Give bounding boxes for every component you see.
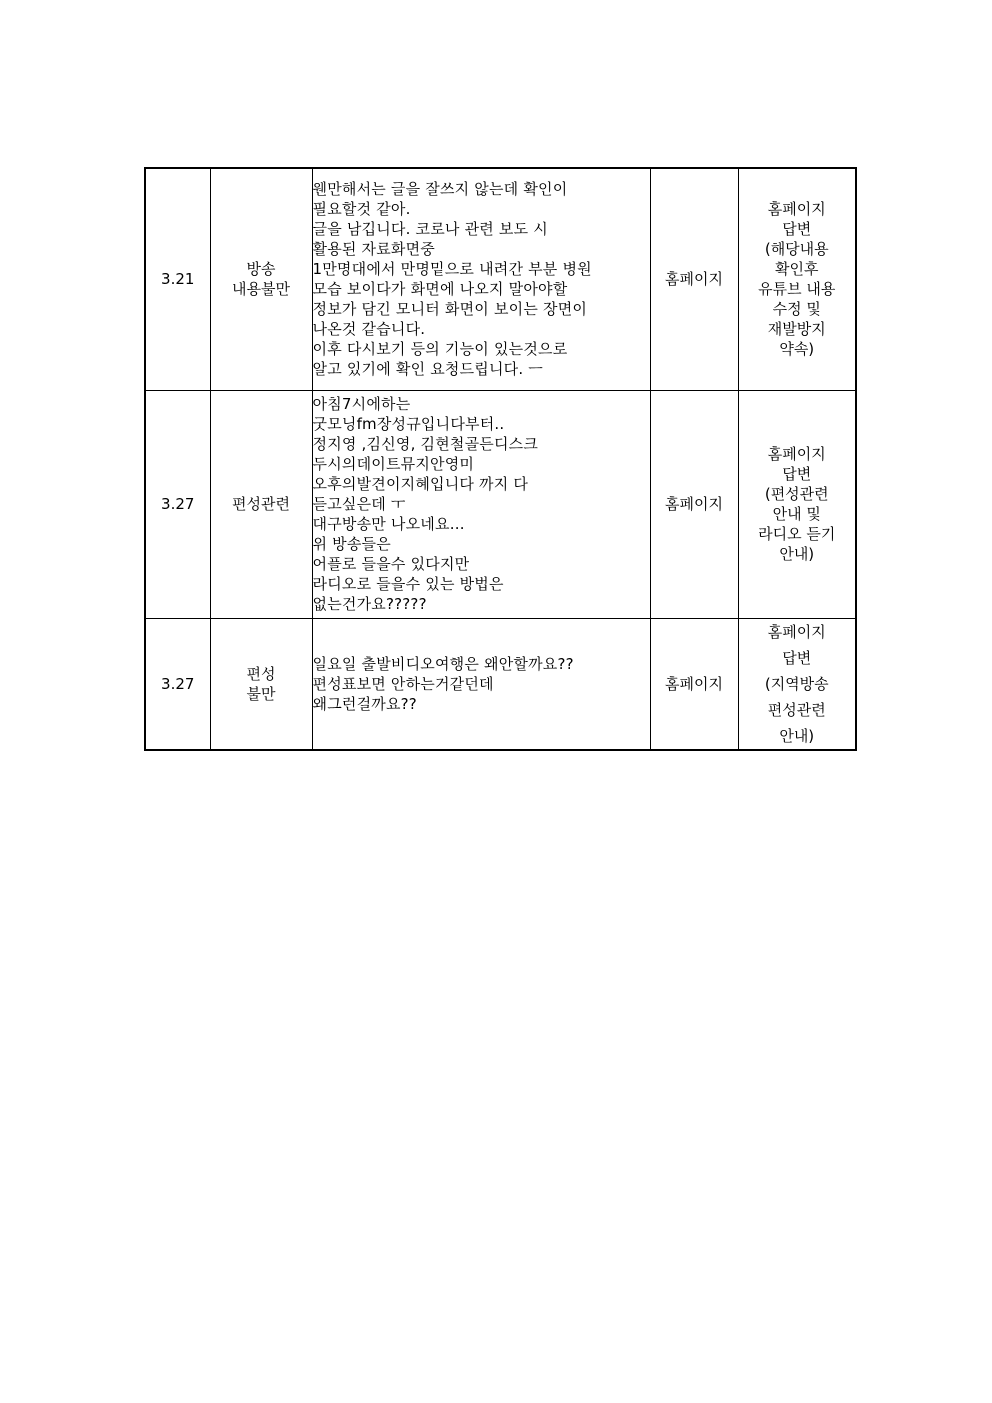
date-cell: 3.27 <box>145 390 210 618</box>
content-line: 웬만해서는 글을 잘쓰지 않는데 확인이 <box>312 180 568 199</box>
content-line: 위 방송들은 <box>312 535 391 553</box>
content-line: 굿모닝fm장성규입니다부터.. <box>312 415 505 433</box>
category-line: 편성관련 <box>232 495 290 513</box>
answer-line: 홈페이지 <box>767 445 826 463</box>
channel-cell: 홈페이지 <box>650 168 738 390</box>
answer-line: 홈페이지 <box>767 622 826 641</box>
content-line: 라디오로 들을수 있는 방법은 <box>312 575 504 593</box>
content-line: 두시의데이트뮤지안영미 <box>312 455 475 473</box>
content-line: 1만명대에서 만명밑으로 내려간 부분 병원 <box>312 260 592 279</box>
content-line: 모습 보이다가 화면에 나오지 말아야할 <box>312 280 568 299</box>
answer-line: (해당내용 <box>764 240 829 259</box>
content-line: 없는건가요????? <box>312 595 427 613</box>
answer-line: 확인후 <box>775 260 819 279</box>
answer-line: (지역방송 <box>764 674 829 693</box>
category-line: 불만 <box>246 684 276 703</box>
date-cell: 3.21 <box>145 168 210 390</box>
content-line: 일요일 출발비디오여행은 왜안할까요?? <box>312 654 574 673</box>
content-line: 왜그런걸까요?? <box>312 694 417 713</box>
content-cell <box>312 618 650 750</box>
table-row <box>145 168 856 390</box>
answer-line: 약속) <box>779 340 815 359</box>
category-cell <box>210 618 312 750</box>
content-line: 오후의발견이지혜입니다 까지 다 <box>312 475 529 493</box>
answer-cell <box>738 390 856 618</box>
content-line: 활용된 자료화면중 <box>312 240 435 259</box>
answer-line: 홈페이지 <box>767 200 826 219</box>
content-line: 정보가 담긴 모니터 화면이 보이는 장면이 <box>312 300 588 319</box>
answer-line: 안내) <box>779 726 815 745</box>
content-cell <box>312 168 650 390</box>
answer-line: 편성관련 <box>767 700 826 719</box>
category-line: 내용불만 <box>232 280 290 299</box>
answer-line: 답변 <box>782 220 812 239</box>
category-line: 방송 <box>246 260 276 279</box>
answer-line: 답변 <box>782 465 812 483</box>
content-line: 글을 남깁니다. 코로나 관련 보도 시 <box>312 220 548 239</box>
answer-line: 수정 및 <box>772 300 821 319</box>
answer-line: (편성관련 <box>764 485 829 503</box>
complaint-table <box>144 167 857 751</box>
answer-line: 안내 및 <box>772 505 821 523</box>
category-line: 편성 <box>246 664 276 683</box>
answer-line: 안내) <box>779 545 815 563</box>
content-line: 어플로 들을수 있다지만 <box>312 555 470 573</box>
content-line: 필요할것 같아. <box>312 200 411 219</box>
content-line: 이후 다시보기 등의 기능이 있는것으로 <box>312 340 568 359</box>
content-line: 편성표보면 안하는거같던데 <box>312 674 494 693</box>
content-line: 아침7시에하는 <box>312 395 411 413</box>
category-cell <box>210 390 312 618</box>
answer-cell <box>738 168 856 390</box>
date-cell: 3.27 <box>145 618 210 750</box>
content-line: 나온것 같습니다. <box>312 320 426 339</box>
answer-cell <box>738 618 856 750</box>
content-cell <box>312 390 650 618</box>
channel-cell: 홈페이지 <box>650 618 738 750</box>
answer-line: 답변 <box>782 648 812 667</box>
answer-line: 재발방지 <box>767 320 826 339</box>
channel-cell: 홈페이지 <box>650 390 738 618</box>
answer-line: 유튜브 내용 <box>758 280 836 299</box>
category-cell <box>210 168 312 390</box>
answer-line: 라디오 듣기 <box>758 525 836 543</box>
content-line: 듣고싶은데 ㅜ <box>312 495 406 513</box>
content-line: 알고 있기에 확인 요청드립니다. ㅡ <box>312 360 544 379</box>
table-row <box>145 390 856 618</box>
content-line: 대구방송만 나오네요… <box>312 515 465 533</box>
content-line: 정지영 ,김신영, 김현철골든디스크 <box>312 435 539 453</box>
table-row <box>145 618 856 750</box>
